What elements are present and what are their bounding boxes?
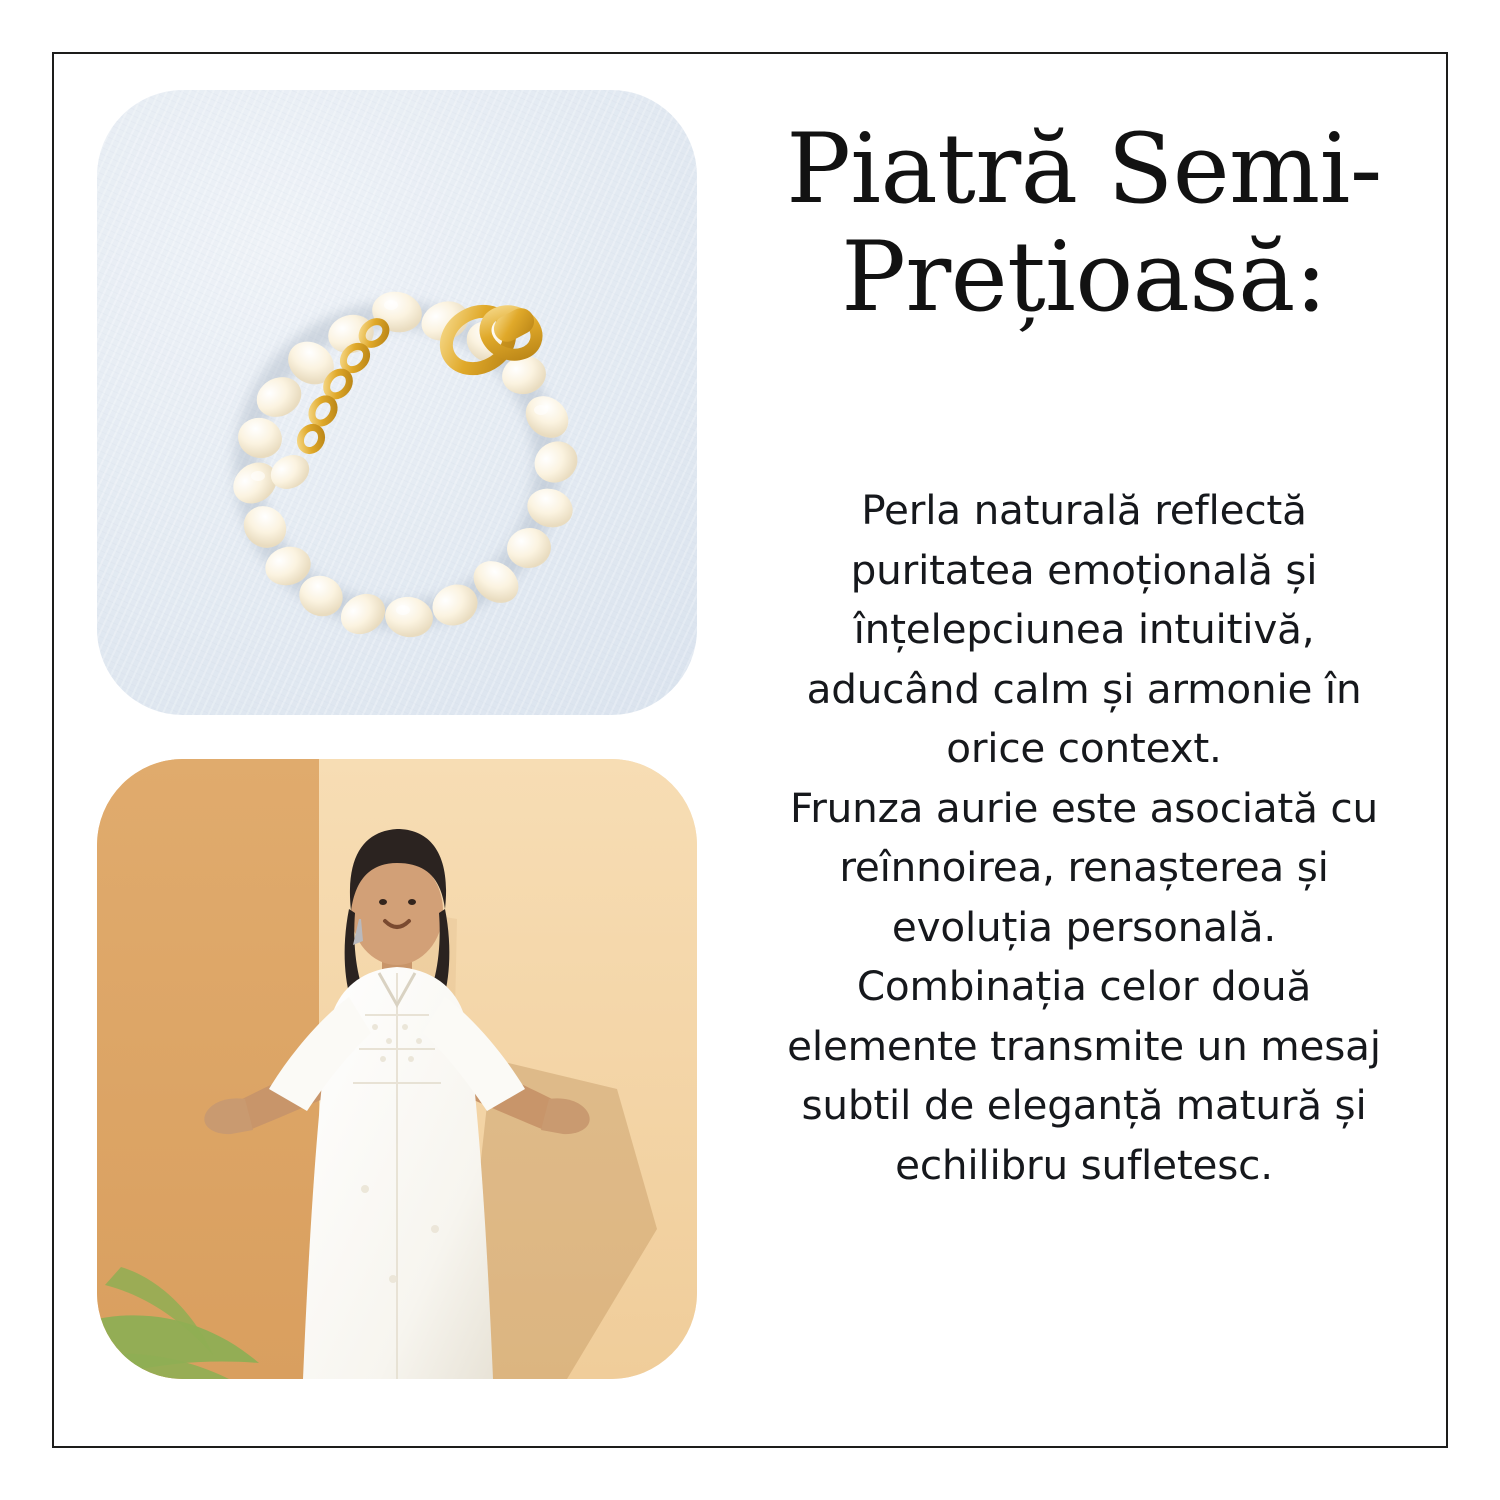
image-column [52, 52, 742, 1448]
body-copy [764, 481, 1404, 1195]
text-column [742, 52, 1448, 1448]
poster-content [52, 52, 1448, 1448]
body-paragraph-3: Combinația celor două elemente transmite un mesaj subtil de eleganță matură și echilibru sufletesc. [787, 962, 1381, 1189]
page-title: Piatră Semi-Prețioasă: [786, 113, 1382, 333]
bracelet-illustration [97, 90, 697, 715]
model-illustration [97, 759, 697, 1379]
model-photo-image [97, 759, 697, 1379]
body-paragraph-2: Frunza aurie este asociată cu reînnoirea, renașterea și evoluția personală. [790, 783, 1378, 951]
body-paragraph-1: Perla naturală reflectă puritatea emoțională și înțelepciunea intuitivă, aducând calm și armonie în orice context. [806, 486, 1362, 773]
pearl-bracelet-image [97, 90, 697, 715]
